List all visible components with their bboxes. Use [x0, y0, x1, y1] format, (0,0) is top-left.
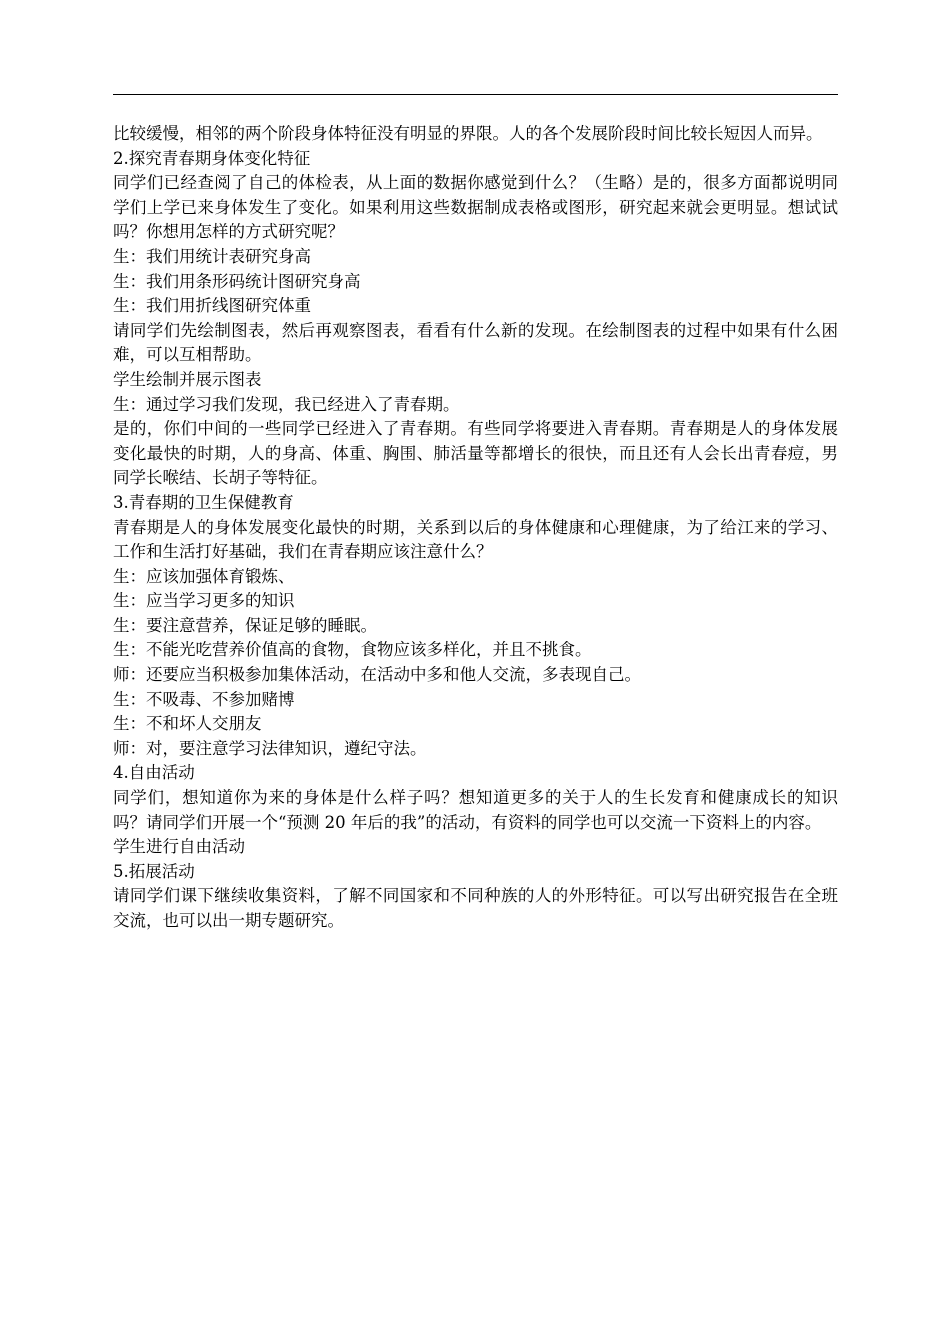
header-rule: [113, 94, 838, 95]
paragraph-teacher-prompt: 同学们已经查阅了自己的体检表，从上面的数据你感觉到什么？（生略）是的，很多方面都说明同学们上学已来身体发生了变化。如果利用这些数据制成表格或图形，研究起来就会更明显。想试试吗？你想用怎样的方式研究呢？: [113, 173, 838, 242]
teacher-response: 师：对，要注意学习法律知识，遵纪守法。: [113, 738, 427, 758]
paragraph-continuation: 比较缓慢，相邻的两个阶段身体特征没有明显的界限。人的各个发展阶段时间比较长短因人而异。: [113, 124, 823, 143]
section-heading-2: 2.探究青春期身体变化特征: [113, 148, 311, 168]
student-response: 生：通过学习我们发现，我已经进入了青春期。: [113, 394, 460, 414]
paragraph-teacher-prompt: 同学们，想知道你为来的身体是什么样子吗？想知道更多的关于人的生长发育和健康成长的知识吗？请同学们开展一个“预测 20 年后的我”的活动，有资料的同学也可以交流一下资料上的内容。: [113, 788, 838, 832]
student-response: 生：不和坏人交朋友: [113, 714, 262, 734]
paragraph-instruction: 请同学们先绘制图表，然后再观察图表，看看有什么新的发现。在绘制图表的过程中如果有什么困难，可以互相帮助。: [113, 320, 838, 365]
student-response: 生：我们用折线图研究体重: [113, 296, 311, 316]
paragraph-explanation: 是的，你们中间的一些同学已经进入了青春期。有些同学将要进入青春期。青春期是人的身体发展变化最快的时期，人的身高、体重、胸围、肺活量等都增长的很快，而且还有人会长出青春痘，男同学长喉结、长胡子等特征。: [113, 419, 838, 488]
document-body: [113, 122, 838, 934]
student-response: 生：应当学习更多的知识: [113, 591, 295, 611]
section-heading-3: 3.青春期的卫生保健教育: [113, 492, 294, 512]
section-heading-4: 4.自由活动: [113, 763, 195, 783]
student-response: 生：不能光吃营养价值高的食物，食物应该多样化，并且不挑食。: [113, 640, 592, 660]
student-response: 生：我们用条形码统计图研究身高: [113, 271, 361, 291]
student-response: 生：我们用统计表研究身高: [113, 246, 311, 266]
section-heading-5: 5.拓展活动: [113, 861, 195, 881]
paragraph-activity: 学生绘制并展示图表: [113, 369, 262, 389]
teacher-response: 师：还要应当积极参加集体活动，在活动中多和他人交流，多表现自己。: [113, 665, 641, 685]
paragraph-activity: 学生进行自由活动: [113, 837, 245, 857]
student-response: 生：不吸毒、不参加赌博: [113, 689, 295, 709]
paragraph-teacher-prompt: 青春期是人的身体发展变化最快的时期，关系到以后的身体健康和心理健康，为了给江来的学习、工作和生活打好基础，我们在青春期应该注意什么？: [113, 517, 838, 562]
student-response: 生：要注意营养，保证足够的睡眠。: [113, 615, 377, 635]
student-response: 生：应该加强体育锻炼、: [113, 566, 295, 586]
paragraph-instruction: 请同学们课下继续收集资料，了解不同国家和不同种族的人的外形特征。可以写出研究报告在全班交流，也可以出一期专题研究。: [113, 886, 838, 930]
